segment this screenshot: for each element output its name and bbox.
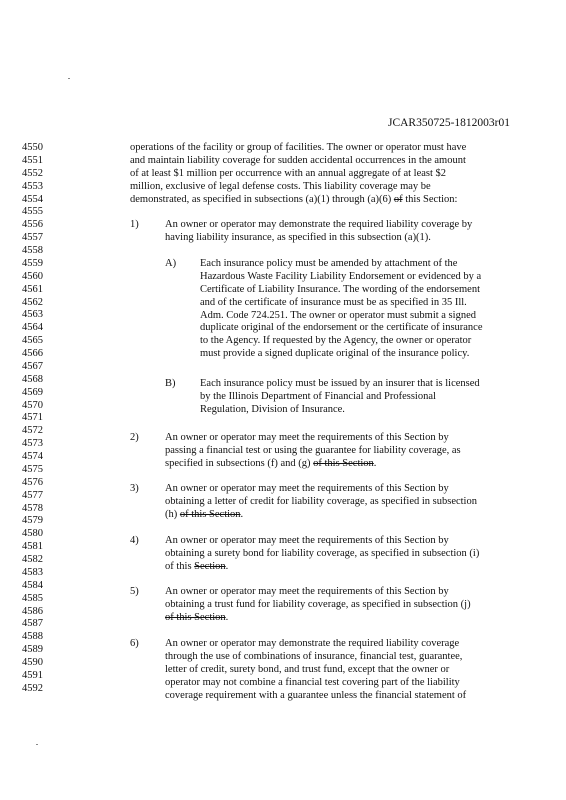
line-number: 4571 — [22, 412, 43, 424]
line-number: 4562 — [22, 296, 43, 308]
line-number: 4566 — [22, 348, 43, 359]
line-number: 4553 — [22, 180, 43, 192]
text-line: must provide a signed duplicate original of the insurance policy. — [200, 348, 470, 360]
text-line: An owner or operator may demonstrate the required liability coverage — [165, 638, 460, 649]
line-number: 4584 — [22, 579, 43, 591]
line-number: 4564 — [22, 322, 43, 334]
text-line: Certificate of Liability Insurance. The wording of the endorsement — [200, 283, 481, 295]
line-number: 4555 — [22, 206, 43, 218]
item-3-text — [165, 483, 477, 522]
text-line: An owner or operator may meet the requirements of this Section by — [165, 534, 449, 546]
text-line: obtaining a surety bond for liability coverage, as specified in subsection (i) — [165, 547, 480, 559]
text-line: of at least $1 million per occurrence with an annual aggregate of at least $2 — [130, 167, 447, 179]
text-line: operator may not combine a financial test covering part of the liability — [165, 676, 460, 688]
line-number: 4567 — [22, 360, 43, 372]
text-line: duplicate original of the endorsement or the certificate of insurance — [200, 322, 483, 334]
document-id-header: JCAR350725-1812003r01 — [387, 117, 510, 129]
struck-text: of this Section — [313, 457, 374, 469]
line-number: 4586 — [22, 605, 43, 617]
line-number: 4551 — [22, 154, 43, 166]
line-number: 4572 — [22, 425, 43, 437]
text-line: by the Illinois Department of Financial and Professional — [200, 390, 436, 402]
line-number: 4577 — [22, 489, 43, 501]
intro-paragraph — [130, 142, 466, 206]
line-number: 4579 — [22, 515, 43, 527]
line-number: 4581 — [22, 541, 43, 553]
item-4-number: 4) — [130, 534, 139, 546]
text-line: Each insurance policy must be amended by attachment of the — [200, 258, 458, 269]
text-line: specified in subsections (f) and (g) of this Section. — [165, 457, 377, 469]
item-3-number: 3) — [130, 483, 139, 495]
line-number: 4569 — [22, 386, 43, 398]
line-number: 4580 — [22, 528, 43, 540]
item-1-A-label: A) — [165, 258, 177, 269]
line-number: 4590 — [22, 657, 43, 668]
text-line: An owner or operator may demonstrate the required liability coverage by — [165, 219, 473, 231]
line-number: 4570 — [22, 399, 43, 411]
line-number: 4554 — [22, 193, 43, 205]
line-number: 4592 — [22, 682, 43, 694]
line-number: 4582 — [22, 554, 43, 565]
struck-text: of this Section — [165, 612, 226, 624]
text-line: operations of the facility or group of facilities. The owner or operator must have — [130, 142, 467, 153]
line-number: 4585 — [22, 592, 43, 604]
text-line: of this Section. — [165, 612, 229, 624]
text-line: million, exclusive of legal defense costs. This liability coverage may be — [130, 180, 431, 192]
item-1-B-text — [200, 378, 480, 417]
item-5-text — [165, 586, 471, 625]
line-number: 4576 — [22, 476, 43, 488]
item-4-text — [165, 535, 479, 574]
text-line: passing a financial test or using the guarantee for liability coverage, as — [165, 444, 461, 456]
line-number: 4589 — [22, 644, 43, 656]
text-line: having liability insurance, as specified in this subsection (a)(1). — [165, 232, 431, 244]
text-line: demonstrated, as specified in subsections (a)(1) through (a)(6) of this Section: — [130, 193, 458, 205]
line-number: 4563 — [22, 309, 43, 321]
item-1-A-text — [200, 258, 483, 361]
item-1-number: 1) — [130, 219, 139, 231]
item-5-number: 5) — [130, 586, 139, 598]
line-number: 4573 — [22, 438, 43, 450]
text-line: coverage requirement with a guarantee unless the financial statement of — [165, 689, 467, 701]
line-number: 4587 — [22, 618, 43, 630]
text-line: and of the certificate of insurance must be as specified in 35 Ill. — [200, 296, 467, 308]
text-line: (h) of this Section. — [165, 509, 244, 521]
text-line: Hazardous Waste Facility Liability Endorsement or evidenced by a — [200, 270, 482, 282]
struck-text: Section — [194, 560, 226, 572]
text-line: obtaining a letter of credit for liability coverage, as specified in subsection — [165, 496, 477, 508]
line-number: 4583 — [22, 566, 43, 578]
item-1-text — [165, 219, 472, 245]
item-2-number: 2) — [130, 431, 139, 443]
line-number: 4556 — [22, 219, 43, 231]
line-number: 4550 — [22, 142, 43, 153]
line-number: 4558 — [22, 245, 43, 256]
line-number: 4591 — [22, 669, 43, 681]
text-line: An owner or operator may meet the requirements of this Section by — [165, 586, 449, 598]
line-number: 4552 — [22, 167, 43, 179]
struck-text: of — [393, 193, 403, 205]
text-line: to the Agency. If requested by the Agency, the owner or operator — [200, 335, 472, 347]
line-number: 4565 — [22, 335, 43, 347]
text-line: and maintain liability coverage for sudden accidental occurrences in the amount — [130, 154, 466, 166]
line-number: 4588 — [22, 631, 43, 643]
item-1-B-label: B) — [165, 378, 176, 389]
struck-text: of this Section — [179, 509, 241, 521]
line-number: 4568 — [22, 373, 43, 385]
text-line: An owner or operator may meet the requirements of this Section by — [165, 483, 449, 495]
line-number: 4578 — [22, 502, 43, 514]
text-line: An owner or operator may meet the requirements of this Section by — [165, 431, 449, 443]
line-number: 4561 — [22, 283, 43, 295]
line-numbers — [22, 142, 43, 696]
line-number: 4557 — [22, 232, 43, 244]
text-line: Adm. Code 724.251. The owner or operator must submit a signed — [200, 309, 476, 321]
text-line: obtaining a trust fund for liability coverage, as specified in subsection (j) — [165, 599, 471, 611]
item-6-text — [165, 638, 466, 702]
text-line: letter of credit, surety bond, and trust fund, except that the owner or — [165, 663, 450, 675]
item-2-text — [165, 432, 461, 471]
text-line: Each insurance policy must be issued by an insurer that is licensed — [200, 378, 480, 389]
line-number: 4575 — [22, 463, 43, 475]
item-6-number: 6) — [130, 638, 139, 649]
line-number: 4560 — [22, 270, 43, 282]
text-line: of this Section. — [165, 560, 229, 572]
text-line: through the use of combinations of insurance, financial test, guarantee, — [165, 650, 463, 662]
line-number: 4574 — [22, 451, 43, 462]
scan-speck — [68, 78, 70, 79]
line-number: 4559 — [22, 257, 43, 269]
scan-speck — [36, 744, 38, 745]
text-line: Regulation, Division of Insurance. — [200, 403, 345, 415]
